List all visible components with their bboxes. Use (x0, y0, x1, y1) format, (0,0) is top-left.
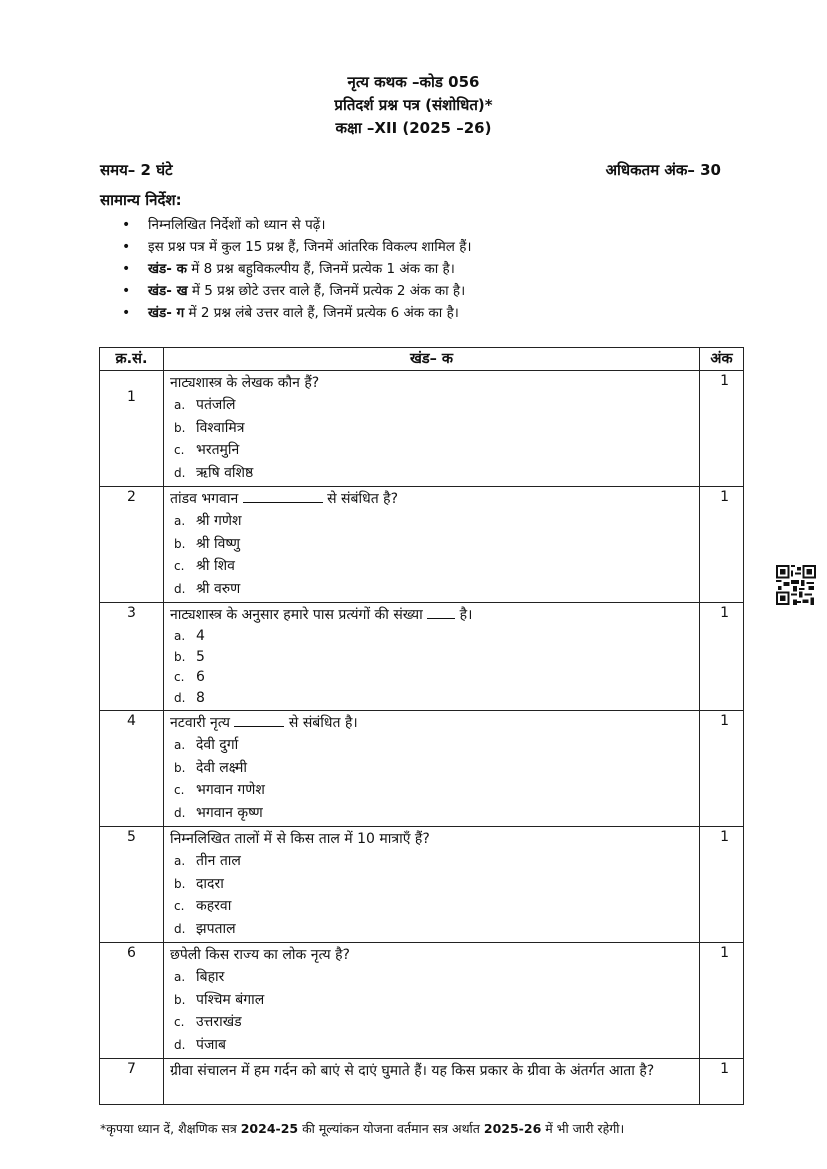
option-b: b. दादरा (174, 875, 224, 892)
question-marks: 1 (700, 603, 744, 711)
table-row (100, 487, 744, 603)
question-number: 6 (100, 943, 164, 1059)
question-text: नाट्यशास्त्र के लेखक कौन हैं? (170, 375, 320, 391)
table-row (100, 711, 744, 827)
question-cell (164, 711, 700, 827)
option-d: d. 8 (174, 689, 205, 706)
instruction-item: • खंड- ग में 2 प्रश्न लंबे उत्तर वाले हैं, जिनमें प्रत्येक 6 अंक का है। (102, 302, 472, 324)
question-marks: 1 (700, 487, 744, 603)
question-text: नटवारी नृत्य से संबंधित है। (170, 715, 358, 731)
option-d: d. ऋषि वशिष्ठ (174, 464, 254, 481)
question-marks: 1 (700, 711, 744, 827)
question-marks: 1 (700, 943, 744, 1059)
answer-blank (427, 606, 455, 619)
question-marks: 1 (700, 371, 744, 487)
option-d: d. झपताल (174, 920, 236, 937)
col-header-marks: अंक (700, 348, 744, 371)
question-cell (164, 1059, 700, 1105)
instructions-list (102, 214, 472, 324)
question-text: तांडव भगवान से संबंधित है? (170, 491, 399, 507)
option-c: c. 6 (174, 669, 205, 685)
table-row (100, 827, 744, 943)
instruction-item: • खंड- ख में 5 प्रश्न छोटे उत्तर वाले हैं, जिनमें प्रत्येक 2 अंक का है। (102, 280, 472, 302)
option-a: a. बिहार (174, 969, 225, 985)
question-table (99, 347, 744, 1105)
option-b: b. विश्वामित्र (174, 419, 245, 436)
paper-subtitle: प्रतिदर्श प्रश्न पत्र (संशोधित)* (334, 96, 493, 114)
option-c: c. कहरवा (174, 898, 232, 914)
paper-class: कक्षा –XII (2025 –26) (335, 119, 492, 137)
option-a: a. तीन ताल (174, 853, 241, 869)
table-row (100, 1059, 744, 1105)
table-row (100, 943, 744, 1059)
question-marks: 1 (700, 1059, 744, 1105)
question-text: छपेली किस राज्य का लोक नृत्य है? (170, 947, 350, 963)
option-c: c. उत्तराखंड (174, 1014, 242, 1030)
option-c: c. श्री शिव (174, 558, 235, 574)
option-d: d. श्री वरुण (174, 580, 241, 597)
question-cell (164, 487, 700, 603)
option-d: d. पंजाब (174, 1036, 226, 1053)
table-row (100, 371, 744, 487)
option-a: a. देवी दुर्गा (174, 737, 239, 753)
instruction-item: • खंड- क में 8 प्रश्न बहुविकल्पीय हैं, जिनमें प्रत्येक 1 अंक का है। (102, 258, 472, 280)
option-b: b. देवी लक्ष्मी (174, 759, 248, 776)
question-text: नाट्यशास्त्र के अनुसार हमारे पास प्रत्यंगों की संख्या है। (170, 607, 473, 623)
table-row (100, 603, 744, 711)
option-a: a. पतंजलि (174, 397, 236, 413)
option-a: a. 4 (174, 628, 205, 644)
option-b: b. पश्चिम बंगाल (174, 991, 265, 1008)
question-marks: 1 (700, 827, 744, 943)
question-text: ग्रीवा संचालन में हम गर्दन को बाएं से दाएं घुमाते हैं। यह किस प्रकार के ग्रीवा के अंतर्गत आता है? (170, 1063, 655, 1079)
option-d: d. भगवान कृष्ण (174, 804, 263, 821)
option-a: a. श्री गणेश (174, 513, 242, 529)
question-cell (164, 827, 700, 943)
paper-title: नृत्य कथक –कोड 056 (347, 73, 480, 91)
question-number: 2 (100, 487, 164, 603)
col-header-section: खंड– क (164, 348, 700, 371)
col-header-number: क्र.सं. (100, 348, 164, 371)
instruction-item: • इस प्रश्न पत्र में कुल 15 प्रश्न हैं, जिनमें आंतरिक विकल्प शामिल हैं। (102, 236, 472, 258)
question-number: 3 (100, 603, 164, 711)
question-cell (164, 943, 700, 1059)
option-c: c. भगवान गणेश (174, 782, 265, 798)
answer-blank (243, 490, 323, 503)
question-cell (164, 371, 700, 487)
question-number: 5 (100, 827, 164, 943)
qr-code-icon (776, 565, 816, 605)
option-b: b. 5 (174, 648, 205, 665)
time-allowed: समय– 2 घंटे (100, 161, 173, 179)
max-marks: अधिकतम अंक– 30 (605, 161, 721, 179)
question-number: 4 (100, 711, 164, 827)
instructions-title: सामान्य निर्देश: (100, 191, 182, 209)
question-text: निम्नलिखित तालों में से किस ताल में 10 मात्राएँ हैं? (170, 831, 430, 847)
answer-blank (234, 714, 284, 727)
instruction-item: • निम्नलिखित निर्देशों को ध्यान से पढ़ें। (102, 214, 472, 236)
table-header-row (100, 348, 744, 371)
footnote: *कृपया ध्यान दें, शैक्षणिक सत्र 2024-25 की मूल्यांकन योजना वर्तमान सत्र अर्थात 2025-26 में भी जारी रहेगी। (100, 1121, 625, 1136)
question-number: 1 (100, 371, 164, 487)
option-c: c. भरतमुनि (174, 442, 240, 458)
question-cell (164, 603, 700, 711)
question-number: 7 (100, 1059, 164, 1105)
option-b: b. श्री विष्णु (174, 535, 241, 552)
